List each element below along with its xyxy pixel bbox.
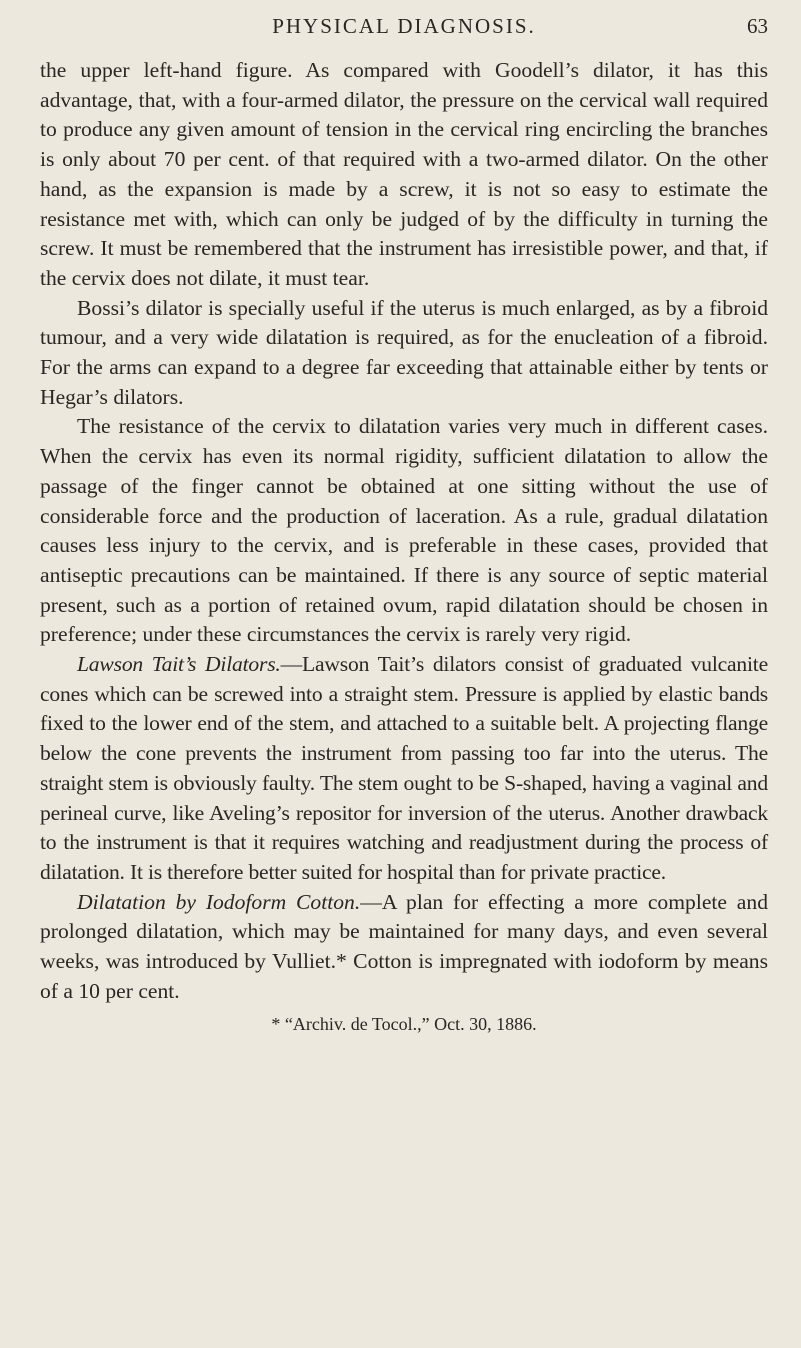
body-text [40, 56, 768, 1037]
running-head [40, 10, 768, 42]
run-in-heading-iodoform-cotton: Dilatation by Iodoform Cotton. [77, 889, 361, 914]
run-in-heading-lawson-tait: Lawson Tait’s Dilators. [77, 652, 281, 677]
running-title: PHYSICAL DIAGNOSIS. [272, 14, 536, 38]
footnote: * “Archiv. de Tocol.,” Oct. 30, 1886. [271, 1013, 537, 1034]
paragraph-iodoform-cotton-body: —A plan for effecting a more complete and prolonged dilatation, which may be maintained for many days, and even several weeks, was introduced by Vulliet.* Cotton is impregnated with iodoform by means of a 10 per cent. [40, 889, 768, 1003]
page-number: 63 [747, 14, 768, 38]
paragraph-iodoform-cotton [40, 888, 768, 1007]
paragraph-cervix-resistance: The resistance of the cervix to dilatation varies very much in different cases. When the cervix has even its normal rigidity, sufficient dilatation to allow the passage of the finger cannot be obtained at one sitting without the use of considerable force and the production of laceration. As a rule, gradual dilatation causes less injury to the cervix, and is preferable in these cases, provided that antiseptic precautions can be maintained. If there is any source of septic material present, such as a portion of retained ovum, rapid dilatation should be chosen in preference; under these circumstances the cervix is rarely very rigid. [40, 414, 768, 647]
paragraph-lawson-tait [40, 650, 768, 888]
paragraph-bossi-dilator: Bossi’s dilator is specially useful if the uterus is much enlarged, as by a fibroid tumour, and a very wide dilatation is required, as for the enucleation of a fibroid. For the arms can expand to a degree far exceeding that attainable either by tents or Hegar’s dilators. [40, 295, 768, 409]
paragraph-lawson-tait-body: —Lawson Tait’s dilators consist of graduated vulcanite cones which can be screwed into a straight stem. Pressure is applied by elastic bands fixed to the lower end of the stem, and attached to a suitable belt. A projecting flange below the cone prevents the instrument from passing too far into the uterus. The straight stem is obviously faulty. The stem ought to be S-shaped, having a vaginal and perineal curve, like Aveling’s repositor for inversion of the uterus. Another drawback to the instrument is that it requires watching and readjustment during the process of dilatation. It is therefore better suited for hospital than for private practice. [40, 652, 768, 884]
paragraph-goodell-comparison: the upper left-hand figure. As compared with Goodell’s dilator, it has this advantage, that, with a four-armed dilator, the pressure on the cervical wall required to produce any given amount of tension in the cervical ring encircling the branches is only about 70 per cent. of that required with a two-armed dilator. On the other hand, as the expansion is made by a screw, it is not so easy to estimate the resistance met with, which can only be judged of by the difficulty in turning the screw. It must be remembered that the instrument has irresistible power, and that, if the cervix does not dilate, it must tear. [40, 58, 768, 290]
